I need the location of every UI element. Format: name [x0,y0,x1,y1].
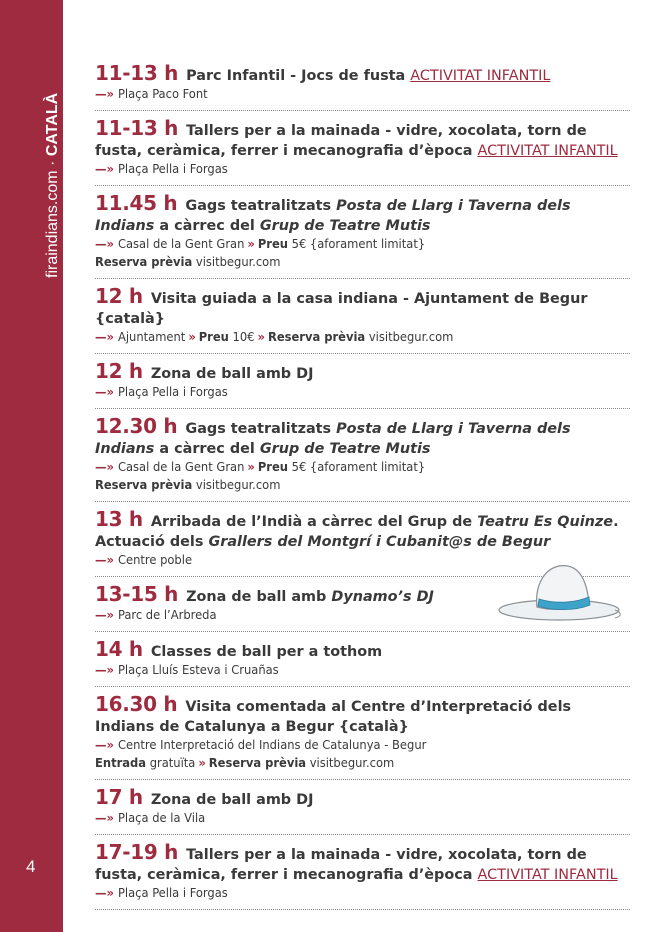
event-title: Tallers per a la mainada - vidre, xocolata, torn de fusta, ceràmica, ferrer i mecanografia d’època [95,123,587,159]
event-title-pre: Gags teatralitzats [185,421,332,437]
event-item [95,361,630,409]
price-label: Preu [257,237,288,252]
arrow-icon: —» [95,162,114,177]
separator-icon: » [198,756,206,771]
event-title-emphasis: Posta de Llarg i Taverna dels Indians [95,421,571,457]
event-location: Plaça Lluís Esteva i Cruañas [117,663,279,678]
event-title: Tallers per a la mainada - vidre, xocolata, torn de fusta, ceràmica, ferrer i mecanografia d’època [95,847,587,883]
event-title-emphasis-2: Grup de Teatre Mutis [259,441,431,457]
event-time: 11-13 h [95,116,179,140]
event-time: 17-19 h [95,840,179,864]
event-location: Centre Interpretació del Indians de Catalunya - Begur [117,738,427,753]
entry-value: gratuïta [149,756,196,771]
children-activity-tag[interactable]: ACTIVITAT INFANTIL [477,143,618,159]
event-time: 12 h [95,359,143,383]
booking-link[interactable]: visitbegur.com [309,756,395,771]
hat-illustration [497,560,627,630]
event-item [95,416,630,502]
event-title: Visita guiada a la casa indiana - Ajuntament de Begur {català} [95,291,588,327]
event-location: Casal de la Gent Gran [117,237,245,252]
event-title: Zona de ball amb DJ [150,366,314,382]
arrow-icon: —» [95,460,114,475]
arrow-icon: —» [95,385,114,400]
booking-label: Reserva prèvia [95,478,193,493]
event-price: 10€ [232,330,255,345]
event-title-pre: Zona de ball amb [186,589,327,605]
event-title-emphasis-2: Grallers del Montgrí i Cubanit@s de Begur [208,534,551,550]
event-item [95,193,630,279]
event-location: Casal de la Gent Gran [117,460,245,475]
booking-link[interactable]: visitbegur.com [195,255,281,270]
event-location: Plaça Paco Font [117,87,208,102]
event-item [95,63,630,111]
separator-icon: » [247,237,255,252]
arrow-icon: —» [95,738,114,753]
event-item [95,694,630,780]
event-schedule [95,63,630,917]
event-location: Plaça Pella i Forgas [117,385,228,400]
price-label: Preu [198,330,229,345]
event-item [95,842,630,910]
event-title-emphasis: Dynamo’s DJ [331,589,434,605]
event-title-pre: Gags teatralitzats [185,198,332,214]
entry-label: Entrada [95,756,147,771]
price-label: Preu [257,460,288,475]
event-item [95,118,630,186]
arrow-icon: —» [95,886,114,901]
event-time: 14 h [95,637,143,661]
event-location: Plaça Pella i Forgas [117,162,228,177]
language-label: CATALÀ [44,92,61,157]
booking-link[interactable]: visitbegur.com [195,478,281,493]
sidebar [0,0,63,932]
arrow-icon: —» [95,330,114,345]
separator-icon: » [257,330,265,345]
event-title-emphasis: Posta de Llarg i Taverna dels Indians [95,198,571,234]
event-price: 5€ {aforament limitat} [291,237,426,252]
site-dot: · [44,160,61,166]
arrow-icon: —» [95,237,114,252]
event-time: 17 h [95,785,143,809]
site-language-label [44,93,62,278]
event-title-pre: Arribada de l’Indià a càrrec del Grup de [150,514,473,530]
booking-link[interactable]: visitbegur.com [368,330,454,345]
arrow-icon: —» [95,553,114,568]
separator-icon: » [188,330,196,345]
arrow-icon: —» [95,663,114,678]
event-title: Parc Infantil - Jocs de fusta [186,68,406,84]
site-url[interactable]: firaindians.com [44,170,61,278]
event-location: Plaça Pella i Forgas [117,886,228,901]
event-title: Visita comentada al Centre d’Interpretació dels Indians de Catalunya a Begur {català} [95,699,572,735]
event-title-mid: a càrrec del [159,441,255,457]
children-activity-tag[interactable]: ACTIVITAT INFANTIL [477,867,618,883]
event-location: Ajuntament [117,330,186,345]
event-location: Centre poble [117,553,193,568]
event-title: Classes de ball per a tothom [150,644,383,660]
event-item [95,787,630,835]
event-time: 11-13 h [95,61,179,85]
event-time: 13-15 h [95,582,179,606]
separator-icon: » [247,460,255,475]
event-time: 12.30 h [95,414,178,438]
booking-label: Reserva prèvia [208,756,307,771]
arrow-icon: —» [95,608,114,623]
event-time: 12 h [95,284,143,308]
event-title-emphasis-2: Grup de Teatre Mutis [259,218,431,234]
booking-label: Reserva prèvia [267,330,366,345]
event-location: Parc de l’Arbreda [117,608,217,623]
arrow-icon: —» [95,811,114,826]
event-time: 13 h [95,507,143,531]
event-time: 11.45 h [95,191,178,215]
event-location: Plaça de la Vila [117,811,206,826]
children-activity-tag[interactable]: ACTIVITAT INFANTIL [410,68,551,84]
event-item [95,286,630,354]
booking-label: Reserva prèvia [95,255,193,270]
event-item [95,639,630,687]
event-title-mid: . Actuació dels [95,514,619,550]
event-title-emphasis: Teatru Es Quinze [477,514,614,530]
event-price: 5€ {aforament limitat} [291,460,426,475]
event-title-mid: a càrrec del [159,218,255,234]
event-time: 16.30 h [95,692,178,716]
arrow-icon: —» [95,87,114,102]
page-number: 4 [26,857,36,876]
event-title: Zona de ball amb DJ [150,792,314,808]
